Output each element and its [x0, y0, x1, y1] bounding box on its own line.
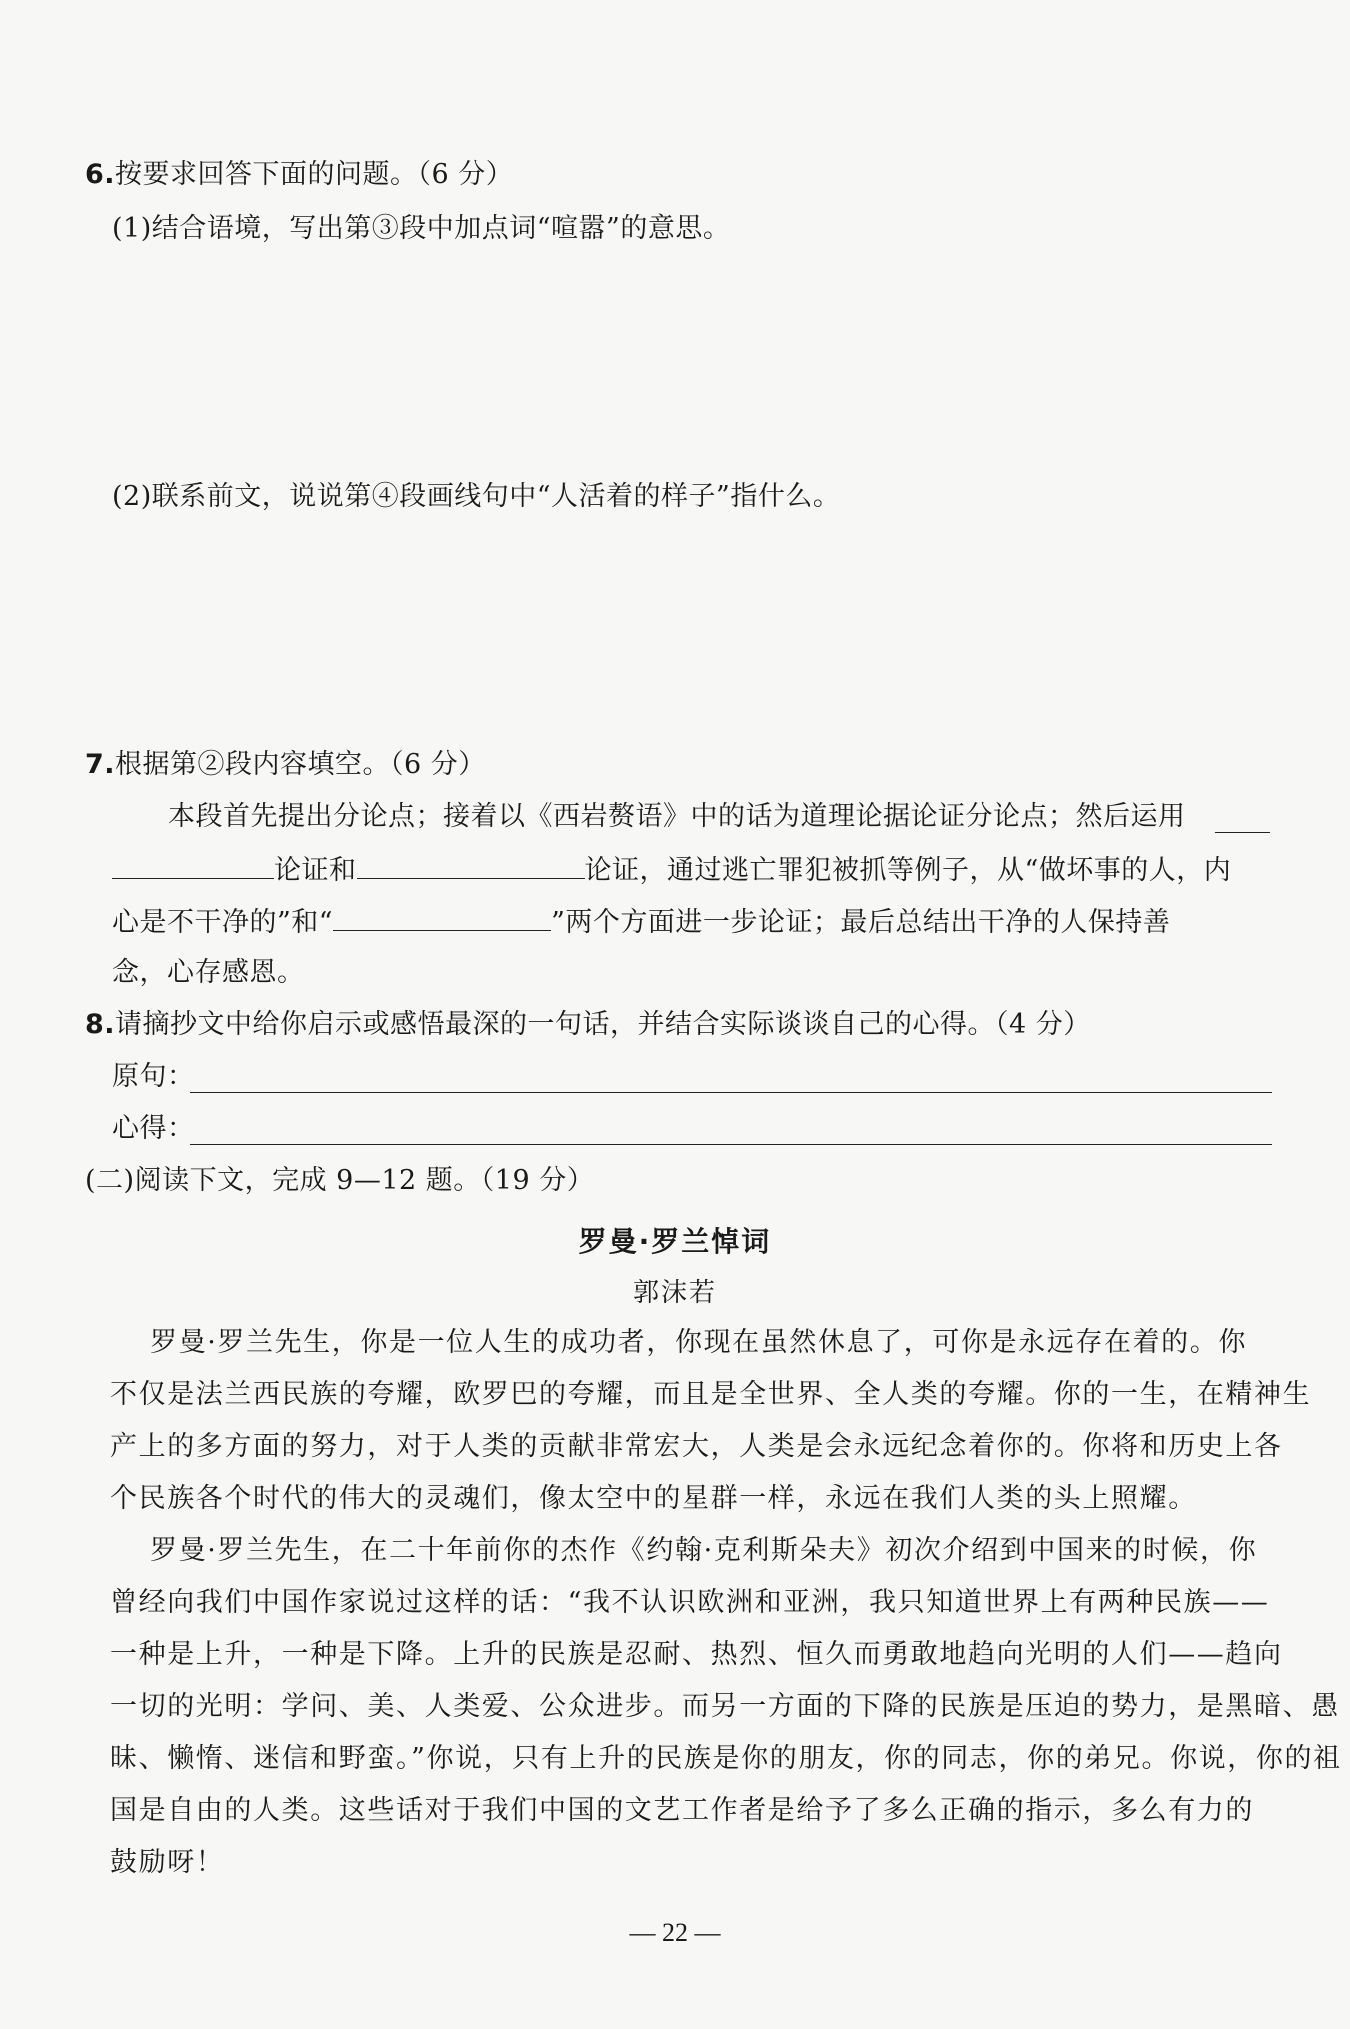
question-7-line2 — [112, 852, 1231, 888]
question-7-stem — [85, 748, 486, 782]
question-6-number: 6. — [85, 159, 116, 190]
question-7-blank-2[interactable] — [357, 852, 585, 879]
question-7-number: 7. — [85, 749, 116, 780]
passage-p2-line: 鼓励呀！ — [110, 1847, 225, 1878]
question-6-sub2: (2)联系前文，说说第④段画线句中“人活着的样子”指什么。 — [112, 481, 841, 512]
question-7-text: 根据第②段内容填空。（6 分） — [115, 749, 486, 780]
question-8-insight-line[interactable] — [190, 1144, 1272, 1145]
question-8-original-line[interactable] — [190, 1092, 1272, 1093]
question-7-line3-a: 心是不干净的”和“ — [112, 907, 334, 938]
question-7-line2-a: 论证和 — [274, 855, 357, 886]
passage-p2-line: 国是自由的人类。这些话对于我们中国的文艺工作者是给予了多么正确的指示，多么有力的 — [110, 1795, 1254, 1826]
question-8-insight-label: 心得： — [112, 1113, 195, 1144]
question-7-line2-b: 论证，通过逃亡罪犯被抓等例子，从“做坏事的人，内 — [584, 855, 1232, 886]
passage-p1-line: 产上的多方面的努力，对于人类的贡献非常宏大，人类是会永远纪念着你的。你将和历史上各 — [110, 1431, 1283, 1462]
question-7-line3 — [112, 904, 1170, 940]
passage-p2-line: 罗曼·罗兰先生，在二十年前你的杰作《约翰·克利斯朵夫》初次介绍到中国来的时候，你 — [150, 1535, 1258, 1566]
question-8-text: 请摘抄文中给你启示或感悟最深的一句话，并结合实际谈谈自己的心得。（4 分） — [115, 1009, 1091, 1040]
section-2-heading: (二)阅读下文，完成 9—12 题。（19 分） — [85, 1165, 595, 1196]
passage-title: 罗曼·罗兰悼词 — [578, 1225, 772, 1258]
passage-p1-line: 个民族各个时代的伟大的灵魂们，像太空中的星群一样，永远在我们人类的头上照耀。 — [110, 1483, 1197, 1514]
passage-p2-line: 一种是上升，一种是下降。上升的民族是忍耐、热烈、恒久而勇敢地趋向光明的人们——趋向 — [110, 1639, 1283, 1670]
question-6-text: 按要求回答下面的问题。（6 分） — [115, 159, 514, 190]
question-8-stem — [85, 1008, 1091, 1042]
passage-author: 郭沫若 — [632, 1278, 717, 1308]
question-7-blank-1a[interactable] — [1215, 806, 1270, 833]
question-6-sub1: (1)结合语境，写出第③段中加点词“喧嚣”的意思。 — [112, 213, 731, 244]
passage-p2-line: 曾经向我们中国作家说过这样的话：“我不认识欧洲和亚洲，我只知道世界上有两种民族—— — [110, 1587, 1270, 1618]
question-7-line1 — [168, 800, 1186, 834]
question-7-blank-3[interactable] — [333, 904, 551, 931]
question-7-blank-1b[interactable] — [112, 852, 274, 879]
question-6-stem — [85, 158, 513, 192]
passage-p1-line: 罗曼·罗兰先生，你是一位人生的成功者，你现在虽然休息了，可你是永远存在着的。你 — [150, 1327, 1247, 1358]
passage-p1-line: 不仅是法兰西民族的夸耀，欧罗巴的夸耀，而且是全世界、全人类的夸耀。你的一生，在精神生 — [110, 1379, 1312, 1410]
page-number: — 22 — — [629, 1918, 721, 1947]
question-7-line3-b: ”两个方面进一步论证；最后总结出干净的人保持善 — [551, 907, 1171, 938]
question-8-original-label: 原句： — [112, 1061, 195, 1092]
question-8-number: 8. — [85, 1009, 116, 1040]
question-7-line1-text: 本段首先提出分论点；接着以《西岩赘语》中的话为道理论据论证分论点；然后运用 — [168, 801, 1186, 832]
passage-p2-line: 一切的光明：学问、美、人类爱、公众进步。而另一方面的下降的民族是压迫的势力，是黑暗、愚 — [110, 1691, 1340, 1722]
question-7-line4: 念，心存感恩。 — [112, 957, 305, 988]
passage-p2-line: 昧、懒惰、迷信和野蛮。”你说，只有上升的民族是你的朋友，你的同志，你的弟兄。你说，你的祖 — [110, 1743, 1342, 1774]
